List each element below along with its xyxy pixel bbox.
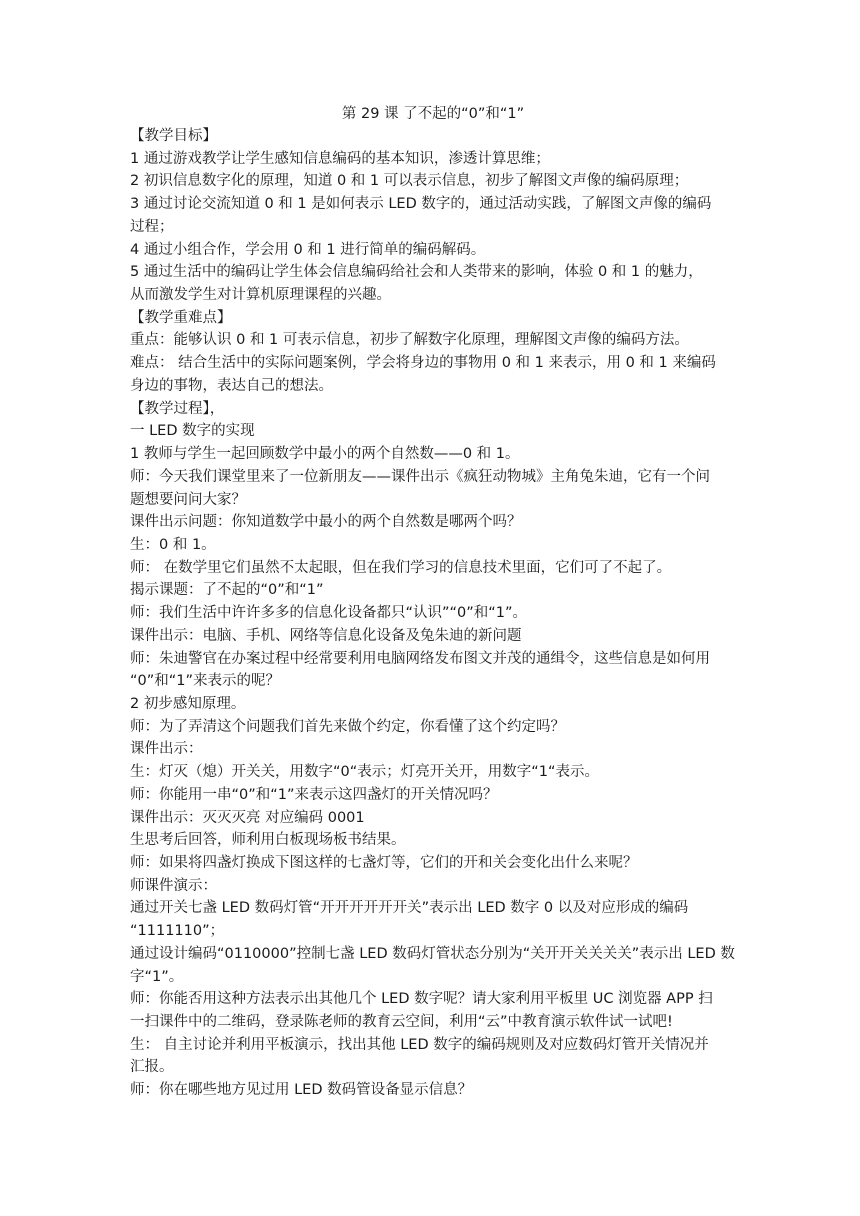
text-line: 汇报。 (130, 1059, 174, 1076)
text-line: 从而激发学生对计算机原理课程的兴趣。 (130, 287, 391, 304)
text-line: 课件出示：电脑、手机、网络等信息化设备及兔朱迪的新问题 (130, 627, 522, 644)
text-line: 师：如果将四盏灯换成下图这样的七盏灯等，它们的开和关会变化出什么来呢？ (130, 855, 638, 871)
text-line: 师：你能用一串“0”和“1”来表示这四盏灯的开关情况吗？ (130, 786, 498, 803)
text-line: 通过开关七盏 LED 数码灯管“开开开开开开关”表示出 LED 数字 0 以及对应形成的编码 (130, 900, 689, 917)
text-line: 1 通过游戏教学让学生感知信息编码的基本知识，渗透计算思维； (130, 150, 550, 167)
document-body (130, 125, 736, 1102)
text-line: 课件出示：灭灭灭亮 对应编码 0001 (130, 809, 365, 826)
text-line: 生：灯灭（熄）开关关，用数字“0“表示；灯亮开关开，用数字“1“表示。 (130, 764, 599, 781)
text-line: 字“1”。 (130, 968, 184, 985)
text-line: 师：今天我们课堂里来了一位新朋友——课件出示《疯狂动物城》主角兔朱迪，它有一个问 (130, 468, 710, 485)
text-line: 师：朱迪警官在办案过程中经常要利用电脑网络发布图文并茂的通缉令，这些信息是如何用 (130, 650, 710, 667)
text-line: 生： 自主讨论并利用平板演示，找出其他 LED 数字的编码规则及对应数码灯管开关情况并 (130, 1036, 709, 1053)
text-line: 4 通过小组合作，学会用 0 和 1 进行简单的编码解码。 (130, 241, 486, 258)
text-line: 师：你能否用这种方法表示出其他几个 LED 数字呢？请大家利用平板里 UC 浏览器 APP 扫 (130, 991, 713, 1008)
text-line: 一扫课件中的二维码，登录陈老师的教育云空间，利用“云”中教育演示软件试一试吧! (130, 1014, 673, 1031)
text-line: 5 通过生活中的编码让学生体会信息编码给社会和人类带来的影响，体验 0 和 1 的魅力， (130, 264, 703, 281)
text-line: 师课件演示： (130, 877, 217, 894)
text-line: 通过设计编码“0110000”控制七盏 LED 数码灯管状态分别为“关开开关关关关”表示出 LED 数 (130, 945, 735, 962)
text-line: 身边的事物，表达自己的想法。 (130, 377, 333, 394)
lesson-title: 第 29 课 了不起的“0”和“1” (341, 106, 525, 122)
text-line: 题想要问问大家？ (130, 491, 246, 508)
text-line: 揭示课题：了不起的“0”和“1” (130, 582, 324, 599)
text-line: 师：为了弄清这个问题我们首先来做个约定，你看懂了这个约定吗？ (130, 718, 565, 735)
text-line: 重点：能够认识 0 和 1 可表示信息，初步了解数字化原理，理解图文声像的编码方法。 (130, 332, 689, 349)
text-line: 师：我们生活中许许多多的信息化设备都只“认识”“0”和“1”。 (130, 605, 528, 622)
text-line: “0”和“1”来表示的呢？ (130, 673, 280, 690)
text-line: 难点： 结合生活中的实际问题案例，学会将身边的事物用 0 和 1 来表示，用 0 和 1 来编码 (130, 355, 716, 372)
text-line: 课件出示： (130, 741, 203, 758)
text-line: 1 教师与学生一起回顾数学中最小的两个自然数——0 和 1。 (130, 446, 520, 463)
text-line: “1111110”； (130, 923, 225, 940)
text-line: 生：0 和 1。 (130, 536, 216, 553)
text-line: 师： 在数学里它们虽然不太起眼，但在我们学习的信息技术里面，它们可了不起了。 (130, 559, 672, 576)
text-line: 生思考后回答，师利用白板现场板书结果。 (130, 832, 406, 849)
text-line: 课件出示问题：你知道数学中最小的两个自然数是哪两个吗？ (130, 514, 522, 531)
text-line: 3 通过讨论交流知道 0 和 1 是如何表示 LED 数字的，通过活动实践，了解图文声像的编码 (130, 196, 712, 213)
text-line: 2 初步感知原理。 (130, 695, 246, 712)
text-line: 【教学目标】 (130, 128, 217, 144)
text-line: 师：你在哪些地方见过用 LED 数码管设备显示信息？ (130, 1082, 473, 1099)
text-line: 过程； (130, 218, 174, 235)
text-line: 2 初识信息数字化的原理，知道 0 和 1 可以表示信息，初步了解图文声像的编码原理； (130, 173, 689, 190)
text-line: 一 LED 数字的实现 (130, 423, 255, 440)
text-line: 【教学重难点】 (130, 309, 232, 326)
text-line: 【教学过程】， (130, 400, 225, 417)
